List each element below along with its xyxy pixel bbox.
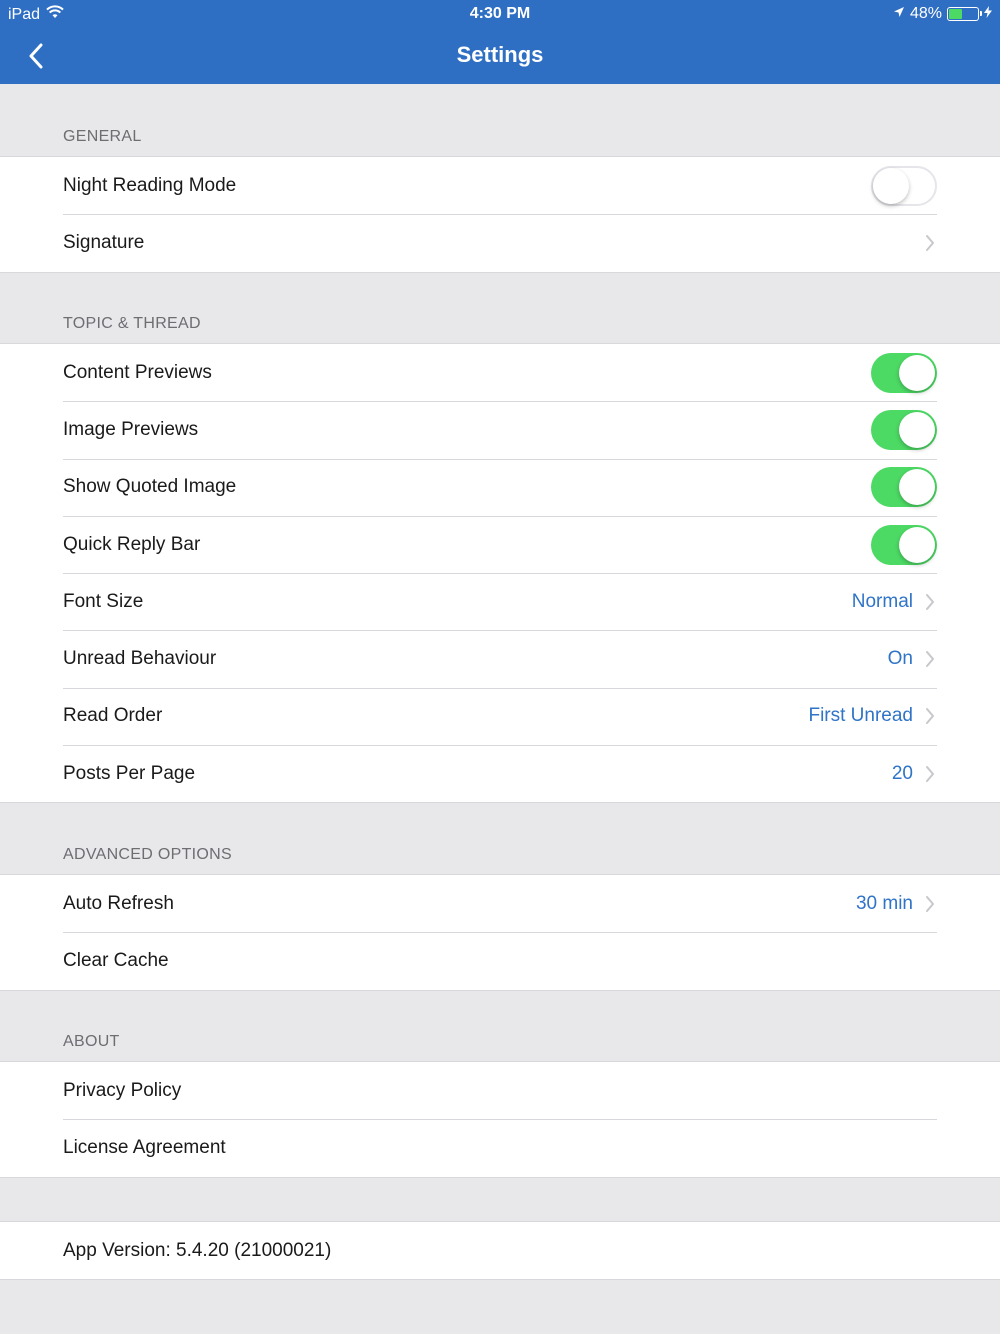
toggle-knob [873, 168, 909, 204]
toggle-knob [899, 527, 935, 563]
row-label: Auto Refresh [63, 892, 174, 914]
row-label: Unread Behaviour [63, 648, 217, 670]
battery-fill [949, 9, 962, 19]
toggle-knob [899, 412, 935, 448]
chevron-right-icon [925, 895, 937, 913]
row-unread-behaviour[interactable] [0, 630, 1000, 687]
show-quoted-image-toggle[interactable] [871, 467, 937, 507]
chevron-right-icon [925, 707, 937, 725]
row-label: Quick Reply Bar [63, 533, 201, 555]
row-label: Night Reading Mode [63, 174, 237, 196]
font-size-value: Normal [851, 590, 913, 612]
row-show-quoted-image [0, 459, 1000, 516]
night-reading-mode-toggle[interactable] [871, 166, 937, 206]
auto-refresh-value: 30 min [855, 892, 913, 914]
status-time: 4:30 PM [469, 5, 531, 22]
unread-behaviour-value: On [887, 648, 913, 670]
image-previews-toggle[interactable] [871, 410, 937, 450]
toggle-knob [899, 355, 935, 391]
group-general [0, 156, 1000, 273]
row-content-previews [0, 344, 1000, 401]
row-label: Privacy Policy [63, 1079, 182, 1101]
row-app-version [0, 1222, 1000, 1279]
row-image-previews [0, 401, 1000, 458]
group-topic-thread [0, 343, 1000, 803]
chevron-right-icon [925, 650, 937, 668]
toggle-knob [899, 469, 935, 505]
section-header-topic-thread: TOPIC & THREAD [63, 315, 201, 332]
read-order-value: First Unread [808, 705, 913, 727]
status-right [893, 5, 992, 23]
row-label: Font Size [63, 590, 144, 612]
row-label: Content Previews [63, 361, 212, 383]
group-advanced [0, 874, 1000, 991]
page-title: Settings [456, 42, 544, 67]
row-quick-reply-bar [0, 516, 1000, 573]
location-arrow-icon [893, 5, 905, 23]
row-label: Show Quoted Image [63, 476, 237, 498]
row-posts-per-page[interactable] [0, 745, 1000, 802]
battery-percent: 48% [909, 5, 942, 22]
app-version-label: App Version: 5.4.20 (21000021) [63, 1239, 332, 1261]
chevron-right-icon [925, 593, 937, 611]
posts-per-page-value: 20 [891, 762, 913, 784]
row-license-agreement[interactable] [0, 1119, 1000, 1176]
device-name: iPad [8, 5, 41, 23]
charging-bolt-icon [984, 5, 992, 23]
row-privacy-policy[interactable] [0, 1062, 1000, 1119]
row-label: Signature [63, 231, 145, 253]
row-label: License Agreement [63, 1136, 226, 1158]
row-night-reading-mode [0, 157, 1000, 214]
status-bar [0, 0, 1000, 28]
section-header-advanced: ADVANCED OPTIONS [63, 846, 232, 863]
row-label: Clear Cache [63, 949, 169, 971]
row-read-order[interactable] [0, 688, 1000, 745]
content-previews-toggle[interactable] [871, 353, 937, 393]
row-clear-cache[interactable] [0, 932, 1000, 989]
row-label: Image Previews [63, 418, 199, 440]
row-font-size[interactable] [0, 573, 1000, 630]
row-auto-refresh[interactable] [0, 875, 1000, 932]
group-version [0, 1221, 1000, 1280]
chevron-right-icon [925, 765, 937, 783]
section-header-about: ABOUT [63, 1033, 120, 1050]
row-label: Posts Per Page [63, 762, 196, 784]
quick-reply-bar-toggle[interactable] [871, 525, 937, 565]
battery-icon [947, 7, 979, 21]
group-about [0, 1061, 1000, 1178]
section-header-general: GENERAL [63, 128, 142, 145]
nav-bar [0, 28, 1000, 84]
chevron-right-icon [925, 234, 937, 252]
row-signature[interactable] [0, 214, 1000, 271]
row-label: Read Order [63, 705, 163, 727]
